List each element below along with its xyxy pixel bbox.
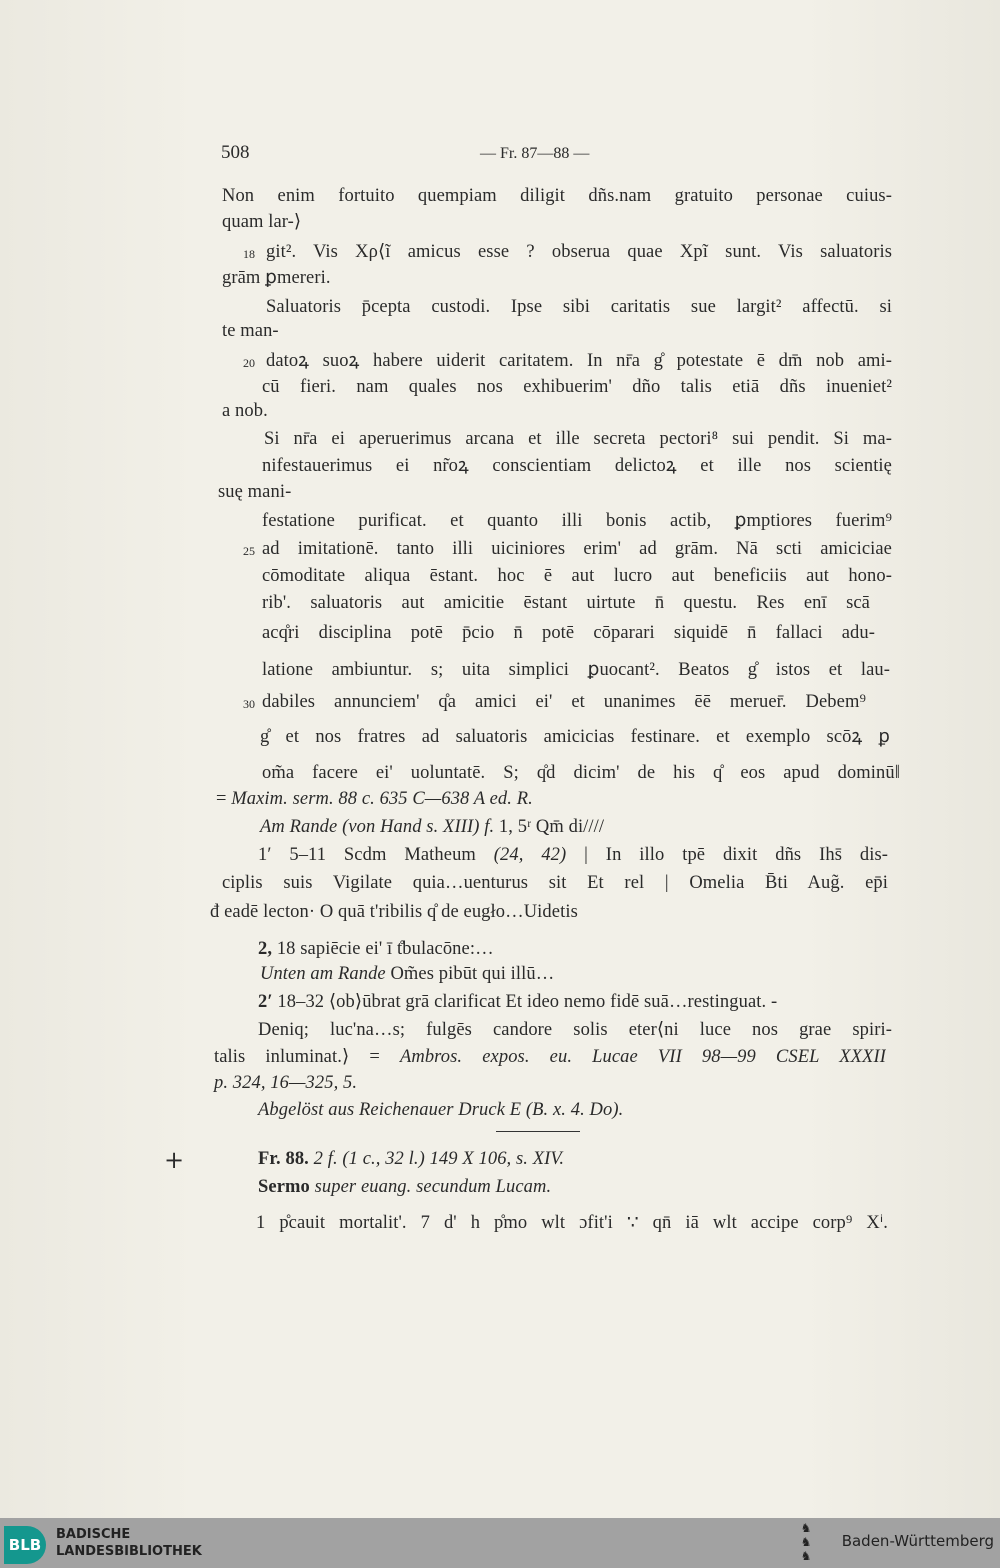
text-segment: 1, 5ʳ Qm̄ di////	[498, 817, 605, 837]
text-segment: git². Vis Xρ⟨ĩ amicus esse ? obserua quae Xpĩ sunt. Vis saluatoris	[266, 242, 892, 262]
text-segment: grām ꝑmereri.	[222, 268, 331, 288]
page-number: 508	[221, 142, 250, 163]
lions-coat-of-arms-icon: ♞ ♞ ♞	[800, 1521, 812, 1563]
text-line	[266, 296, 892, 320]
italic-text: Abgelöst aus Reichenauer Druck E (B. x. 4. Do).	[258, 1100, 624, 1120]
text-line	[266, 350, 892, 374]
text-segment: cū fieri. nam quales nos exhibuerim' dño talis etiā dñs inueniet²	[262, 377, 892, 397]
italic-text: 2 f. (1 c., 32 l.) 149 X 106, s. XIV.	[313, 1149, 565, 1169]
text-line	[262, 565, 892, 589]
text-segment: đ eadē lecton· O quā t'ribilis q̊ de eugło…Uidetis	[210, 902, 578, 922]
line-number: 20	[243, 356, 255, 370]
text-line	[262, 455, 892, 479]
text-line	[262, 510, 892, 534]
text-line	[258, 1176, 551, 1198]
text-line	[262, 376, 892, 400]
text-segment: om̃a facere ei' uoluntatē. S; q̊d dicim' de his q̊ eos apud dominū‖	[262, 763, 900, 783]
text-segment: nifestauerimus ei nr̃oꝝ conscientiam delictoꝝ et ille nos scientię	[262, 456, 892, 476]
text-segment: talis inluminat.⟩ =	[214, 1047, 400, 1067]
italic-text: Unten am Rande	[260, 964, 391, 984]
line-number: 25	[243, 544, 255, 558]
text-segment: te man-	[222, 321, 279, 341]
italic-text: Ambros. expos. eu. Lucae VII 98—99 CSEL XXXII	[399, 1047, 886, 1067]
text-segment: a nob.	[222, 401, 268, 421]
text-segment: 18 sapiēcie ei' ī t̊bulacōne:…	[276, 939, 494, 959]
text-segment: ciplis suis Vigilate quia…uenturus sit Et rel | Omelia B̄ti Aug̃. ep̄i	[222, 873, 888, 893]
margin-mark: +	[164, 1146, 185, 1174]
text-segment: rib'. saluatoris aut amicitie ēstant uirtute n̄ questu. Res enī scā	[262, 593, 870, 613]
line-number: 30	[243, 697, 255, 711]
text-line	[266, 241, 892, 265]
library-name-line-2: LANDESBIBLIOTHEK	[56, 1544, 202, 1559]
text-line	[262, 622, 875, 646]
text-line	[258, 991, 777, 1013]
text-segment: acq̊ri disciplina potē p̄cio n̄ potē cōparari siquidē n̄ fallaci adu-	[262, 623, 875, 643]
text-line	[214, 1072, 357, 1094]
text-segment: latione ambiuntur. s; uita simplici ꝑuocant². Beatos g̊ istos et lau-	[262, 660, 890, 680]
text-line	[222, 211, 301, 233]
library-name-line-1: BADISCHE	[56, 1527, 131, 1542]
text-line	[258, 1099, 623, 1121]
bold-text: Fr. 88.	[258, 1149, 314, 1169]
text-segment: Om̃es pibūt qui illū…	[390, 964, 555, 984]
text-line	[258, 938, 494, 960]
text-segment: datoꝝ suoꝝ habere uiderit caritatem. In nr̄a g̊ potestate ē dm̄ nob ami-	[266, 351, 892, 371]
text-line	[262, 538, 892, 562]
text-line	[222, 872, 888, 896]
text-segment: ad imitationē. tanto illi uiciniores erim' ad grām. Nā scti amiciciae	[262, 539, 892, 559]
bold-text: 2,	[258, 939, 277, 959]
bold-text: Sermo	[258, 1177, 315, 1197]
text-segment: cōmoditate aliqua ēstant. hoc ē aut lucro aut beneficiis aut hono-	[262, 566, 892, 586]
italic-text: super euang. secundum Lucam.	[314, 1177, 552, 1197]
text-segment: Non enim fortuito quempiam diligit dñs.nam gratuito personae cuius-	[222, 186, 892, 206]
state-logo[interactable]: Baden-Württemberg	[841, 1532, 994, 1550]
italic-text: (24, 42)	[493, 845, 567, 865]
text-segment: Deniq; luc'na…s; fulgēs candore solis eter⟨ni luce nos grae spiri-	[258, 1020, 892, 1040]
text-segment: 18–32 ⟨ob⟩ūbrat grā clarificat Et ideo nemo fidē suā…restinguat. -	[277, 992, 778, 1012]
library-name[interactable]	[56, 1526, 202, 1560]
text-line	[216, 788, 533, 810]
italic-text: Am Rande (von Hand s. XIII) f.	[260, 817, 499, 837]
running-title: — Fr. 87—88 —	[480, 145, 590, 162]
text-line	[222, 320, 279, 342]
text-line	[210, 901, 578, 923]
text-line	[260, 816, 604, 838]
text-line	[214, 1046, 886, 1070]
text-line	[258, 1019, 892, 1043]
text-segment: quam lar-⟩	[222, 212, 302, 232]
blb-logo[interactable]: BLB	[4, 1526, 46, 1564]
text-line	[262, 762, 900, 786]
text-line	[260, 726, 890, 750]
text-segment: | In illo tpē dixit dñs Ihs̄ dis-	[566, 845, 888, 865]
text-line	[258, 1148, 564, 1170]
text-segment: Si nr̄a ei aperuerimus arcana et ille secreta pectori⁸ sui pendit. Si ma-	[264, 429, 892, 449]
italic-text: p. 324, 16—325, 5.	[214, 1073, 358, 1093]
text-line	[262, 691, 866, 715]
text-line	[222, 185, 892, 209]
text-line	[222, 400, 268, 422]
section-divider	[496, 1131, 580, 1132]
text-segment: suę mani-	[218, 482, 292, 502]
text-line	[256, 1212, 888, 1236]
text-segment: dabiles annunciem' q̊a amici ei' et unanimes ēē meruer̄. Debem⁹	[262, 692, 866, 712]
italic-text: Maxim. serm. 88 c. 635 C—638 A ed. R.	[231, 789, 533, 809]
text-line	[218, 481, 291, 503]
text-line	[260, 963, 554, 985]
text-segment: g̊ et nos fratres ad saluatoris amicicias festinare. et exemplo scōꝝ ꝑ	[260, 727, 890, 747]
text-line	[262, 592, 870, 616]
text-segment: =	[216, 789, 232, 809]
text-line	[262, 659, 890, 683]
text-segment: festatione purificat. et quanto illi bonis actib, ꝑmptiores fuerim⁹	[262, 511, 892, 531]
text-line	[258, 844, 888, 868]
text-segment: 1 p̊cauit mortalit'. 7 d' h p̊mo wlt ɔfit'i ∵ qn̄ iā wlt accipe corp⁹ Xⁱ.	[256, 1213, 888, 1233]
text-line	[222, 267, 331, 289]
text-line	[264, 428, 892, 452]
bold-text: 2′	[258, 992, 278, 1012]
footer-bar	[0, 1518, 1000, 1568]
line-number: 18	[243, 247, 255, 261]
text-segment: Saluatoris p̄cepta custodi. Ipse sibi caritatis sue largit² affectū. si	[266, 297, 892, 317]
text-segment: 1′ 5–11 Scdm Matheum	[258, 845, 494, 865]
